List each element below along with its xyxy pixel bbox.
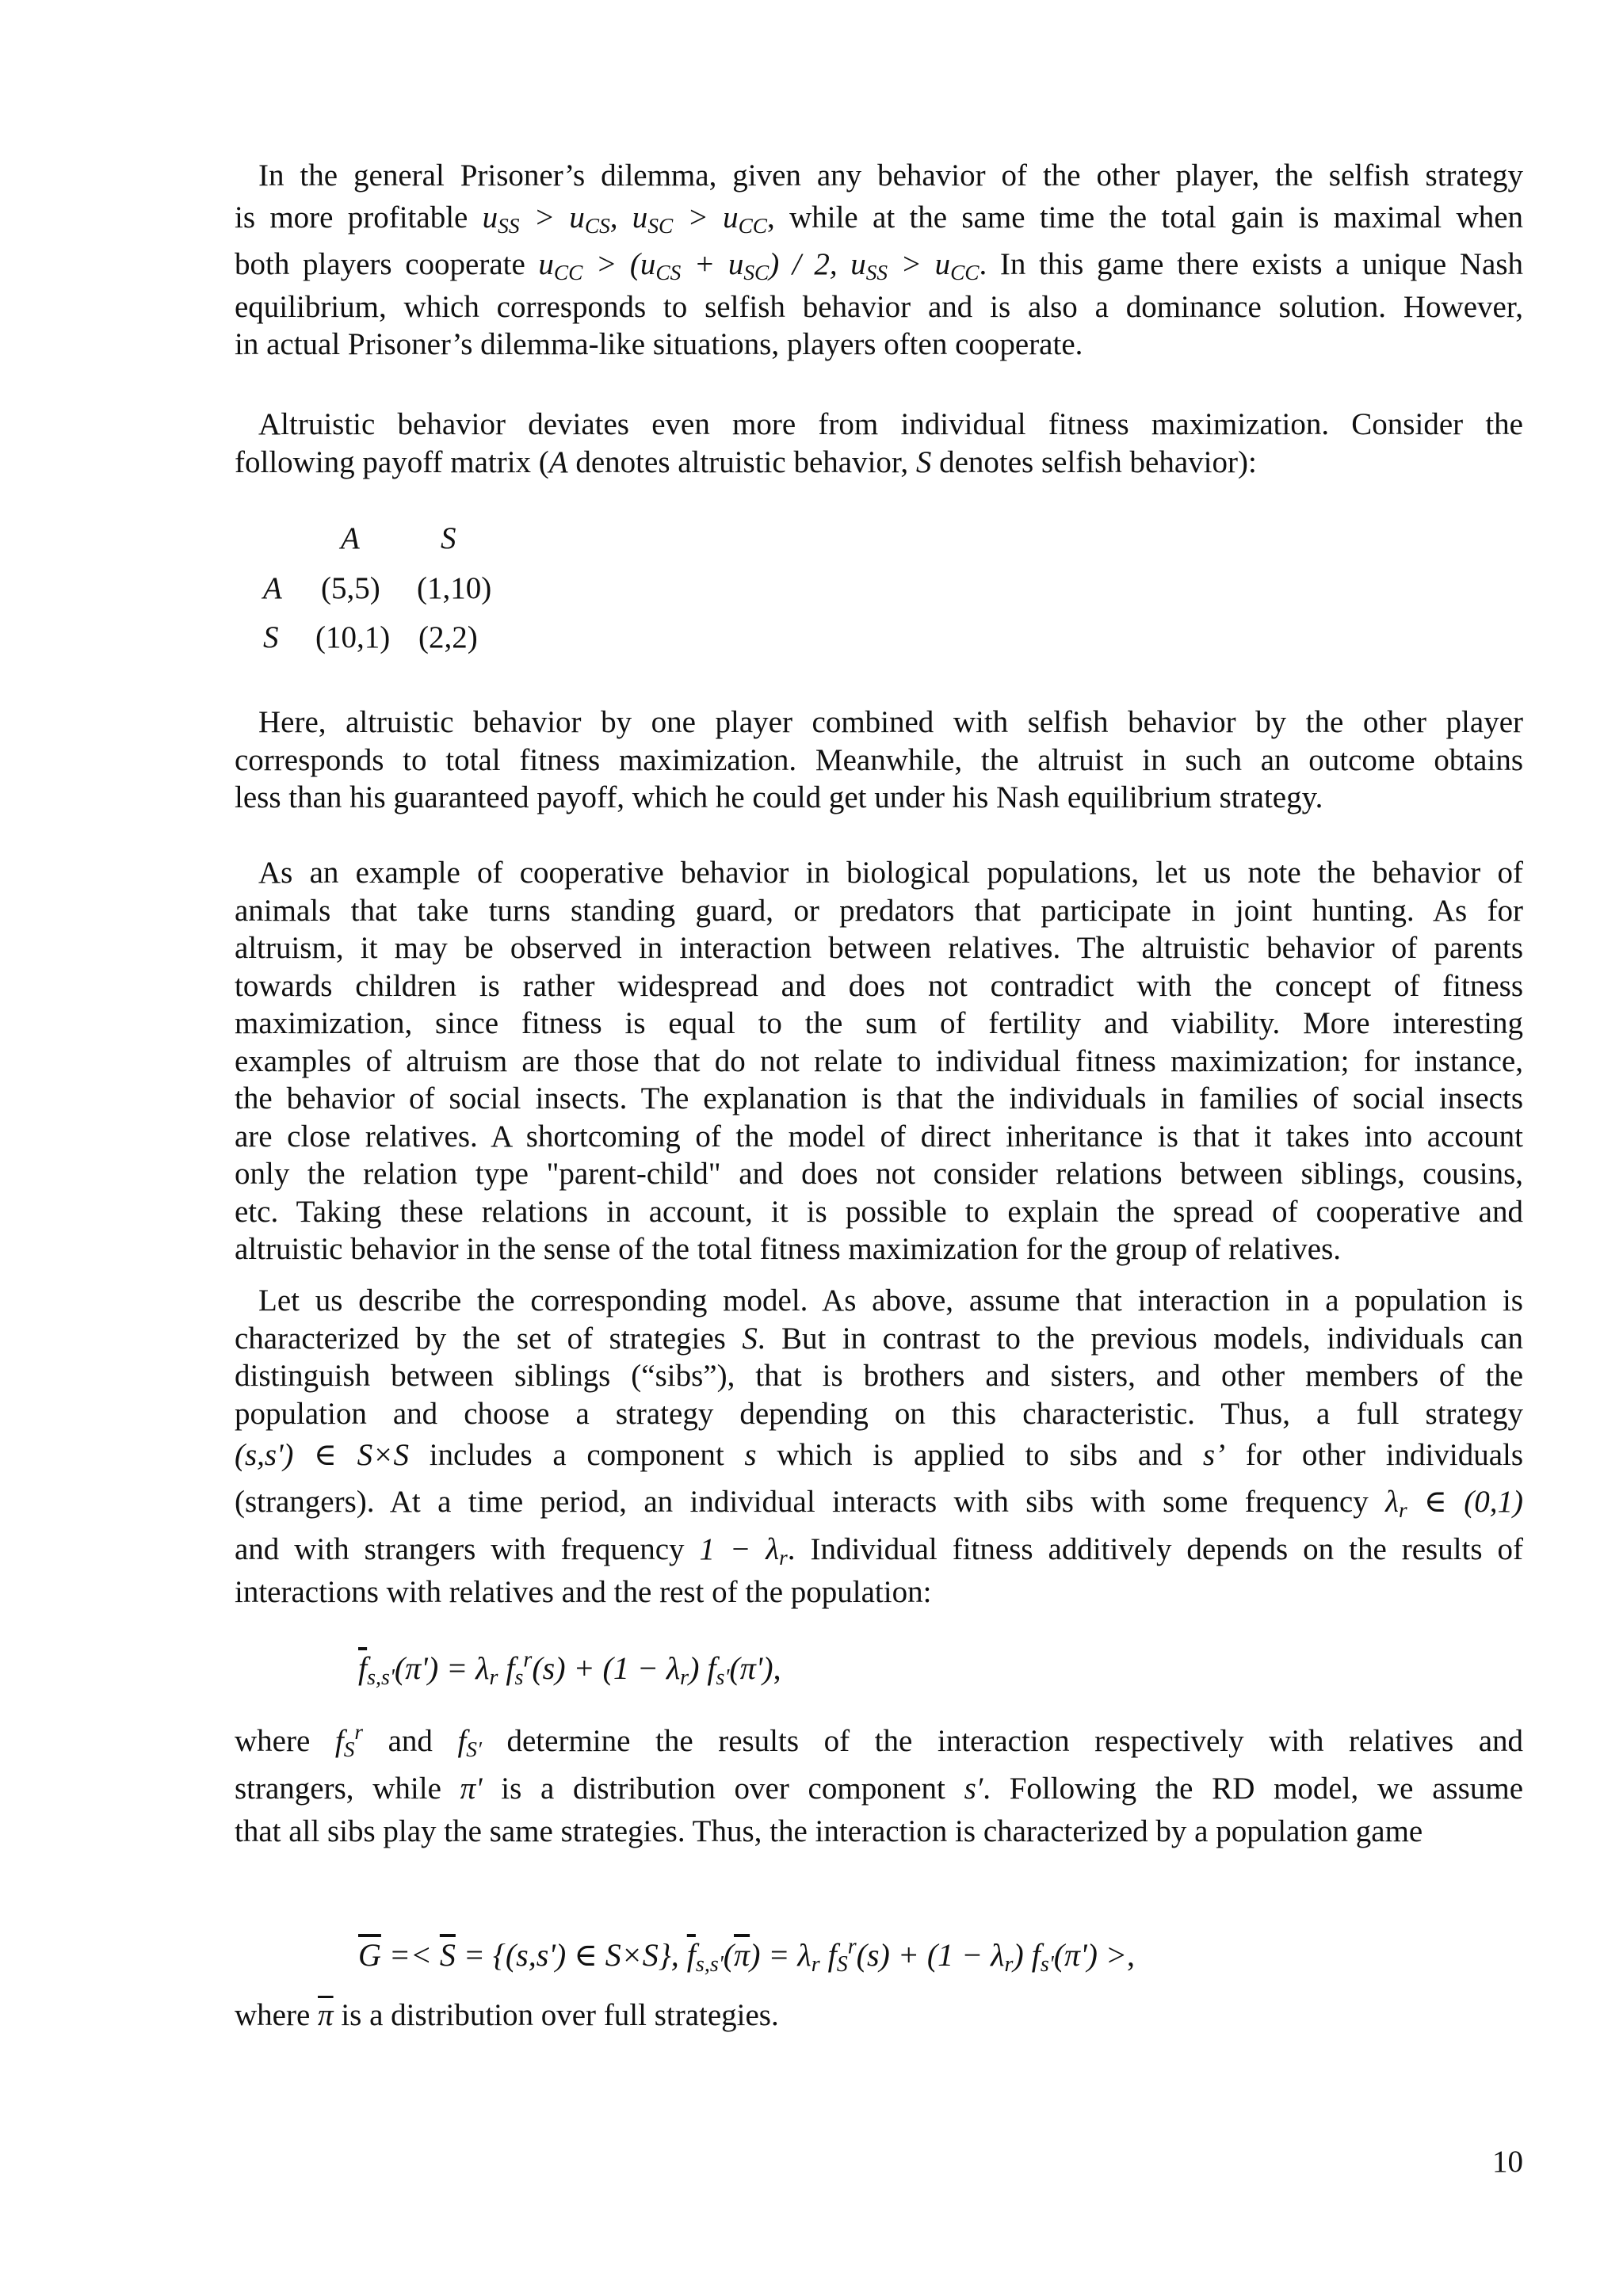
paragraph-biological-examples	[235, 854, 1523, 1268]
matrix-cell: (10,1)	[315, 620, 391, 654]
paragraph-where	[235, 1718, 1523, 1851]
text-line: altruistic behavior in the sense of the total fitness maximization for the group of relatives.	[235, 1232, 1342, 1266]
inequality-formula: $u_{SS} > u_{CS}$, $u_{SC} > u_{CC}$	[482, 200, 768, 238]
text-line: less than his guaranteed payoff, which he could get under his Nash equilibrium strategy.	[235, 780, 1323, 814]
text-line: where $f_S^r$ and $f_{S'}$ determine the results of the interaction respectively with relatives and	[235, 1720, 1524, 1761]
text-line: population and choose a strategy depending on this characteristic. Thus, a full strategy	[235, 1396, 1523, 1431]
full-strategy-formula: (s,s') ∈ S×S	[235, 1438, 409, 1472]
text-line: examples of altruism are those that do not relate to individual fitness maximization; for instance,	[235, 1043, 1523, 1078]
text-line: In the general Prisoner’s dilemma, given any behavior of the other player, the selfish strategy	[258, 158, 1523, 193]
text-line: that all sibs play the same strategies. Thus, the interaction is characterized by a population game	[235, 1814, 1423, 1848]
fitness-equation: $\overline{f}_{s,s'}(\pi') = \lambda_r$ $f_s^r(s) + (1 - \lambda_r)$ $f_{s'}(\pi')$,	[358, 1647, 781, 1690]
strangers-fitness-symbol: $f_{S'}$	[457, 1724, 482, 1761]
text-line: equilibrium, which corresponds to selfish behavior and is also a dominance solution. However,	[235, 289, 1523, 324]
text-line: etc. Taking these relations in account, it is possible to explain the spread of cooperative and	[235, 1194, 1523, 1229]
text-line: Here, altruistic behavior by one player combined with selfish behavior by the other player	[258, 705, 1523, 739]
distribution-symbol: $\overline{\pi}$	[318, 1998, 334, 2032]
text-line: animals that take turns standing guard, or predators that participate in joint hunting. As for	[235, 893, 1523, 928]
text-line: towards children is rather widespread and does not contradict with the concept of fitness	[235, 968, 1523, 1003]
text-line: where $\overline{\pi}$ is a distribution over full strategies.	[235, 1998, 779, 2032]
matrix-row-label: S	[263, 620, 279, 654]
text-line: Altruistic behavior deviates even more from individual fitness maximization. Consider the	[258, 407, 1523, 441]
text-line: Let us describe the corresponding model. As above, assume that interaction in a population is	[258, 1283, 1523, 1318]
text-line: distinguish between siblings (“sibs”), that is brothers and sisters, and other members of the	[235, 1359, 1523, 1393]
page-number: 10	[1492, 2145, 1523, 2179]
stranger-frequency-formula: $1 - \lambda_r$	[699, 1532, 788, 1569]
text-line: strangers, while π' is a distribution over component s′. Following the RD model, we assume	[235, 1772, 1524, 1806]
paragraph-altruistic	[235, 406, 1523, 481]
relatives-fitness-symbol: $f_S^r$	[334, 1720, 363, 1761]
text-line: following payoff matrix (A denotes altruistic behavior, S denotes selfish behavior):	[235, 444, 1257, 479]
text-line: maximization, since fitness is equal to the sum of fertility and viability. More interesting	[235, 1006, 1523, 1040]
text-line: interactions with relatives and the rest of the population:	[235, 1575, 932, 1609]
text-line: are close relatives. A shortcoming of the model of direct inheritance is that it takes into account	[235, 1119, 1523, 1154]
text-line: As an example of cooperative behavior in biological populations, let us note the behavior of	[258, 856, 1523, 890]
text-line: and with strangers with frequency $1 - \lambda_r$. Individual fitness additively depends on the results of	[235, 1532, 1524, 1569]
matrix-col-header: S	[441, 521, 456, 555]
matrix-row-label: A	[263, 571, 282, 605]
text-line: is more profitable $u_{SS} > u_{CS}$, $u_{SC} > u_{CC}$, while at the same time the total gain is maximal when	[235, 200, 1524, 238]
text-line: characterized by the set of strategies S. But in contrast to the previous models, individuals can	[235, 1321, 1523, 1356]
matrix-cell: (2,2)	[418, 620, 478, 654]
text-line: (s,s') ∈ S×S includes a component s which is applied to sibs and s’ for other individuals	[235, 1438, 1524, 1472]
population-game-equation: $\overline{G} =< \overline{S} = \{(s,s')$ ∈ S×S}, $\overline{f}_{s,s'}(\overline{\pi}) = \lambda_r$ $f_S^r(s) + (1 - \lambda_r)$ $f_{s'}(\pi')$ >,	[358, 1934, 1135, 1977]
paragraph-distribution	[235, 1997, 1523, 2035]
text-line: altruism, it may be observed in interaction between relatives. The altruistic behavior of parents	[235, 931, 1523, 965]
cooperation-formula: $u_{CC} > (u_{CS} + u_{SC}) / 2$, $u_{SS} > u_{CC}$	[538, 246, 980, 284]
paragraph-model-description	[235, 1282, 1523, 1611]
frequency-formula: $\lambda_r$ ∈ (0,1)	[1385, 1485, 1523, 1522]
matrix-cell: (5,5)	[321, 571, 380, 605]
text-line: corresponds to total fitness maximization. Meanwhile, the altruist in such an outcome obtains	[235, 742, 1523, 777]
paragraph-total-fitness	[235, 704, 1523, 817]
matrix-cell: (1,10)	[417, 571, 492, 605]
text-line: (strangers). At a time period, an individual interacts with sibs with some frequency $\lambda_r$ ∈ (0,1)	[235, 1485, 1523, 1522]
text-line: in actual Prisoner’s dilemma-like situations, players often cooperate.	[235, 327, 1083, 361]
text-line: only the relation type "parent-child" and does not consider relations between siblings, cousins,	[235, 1157, 1523, 1191]
paragraph-prisoners-dilemma	[235, 157, 1523, 364]
text-line: both players cooperate $u_{CC} > (u_{CS} + u_{SC}) / 2$, $u_{SS} > u_{CC}$. In this game there exists a unique Nash	[235, 246, 1523, 284]
text-line: the behavior of social insects. The explanation is that the individuals in families of social insects	[235, 1081, 1523, 1116]
matrix-col-header: A	[341, 521, 360, 555]
